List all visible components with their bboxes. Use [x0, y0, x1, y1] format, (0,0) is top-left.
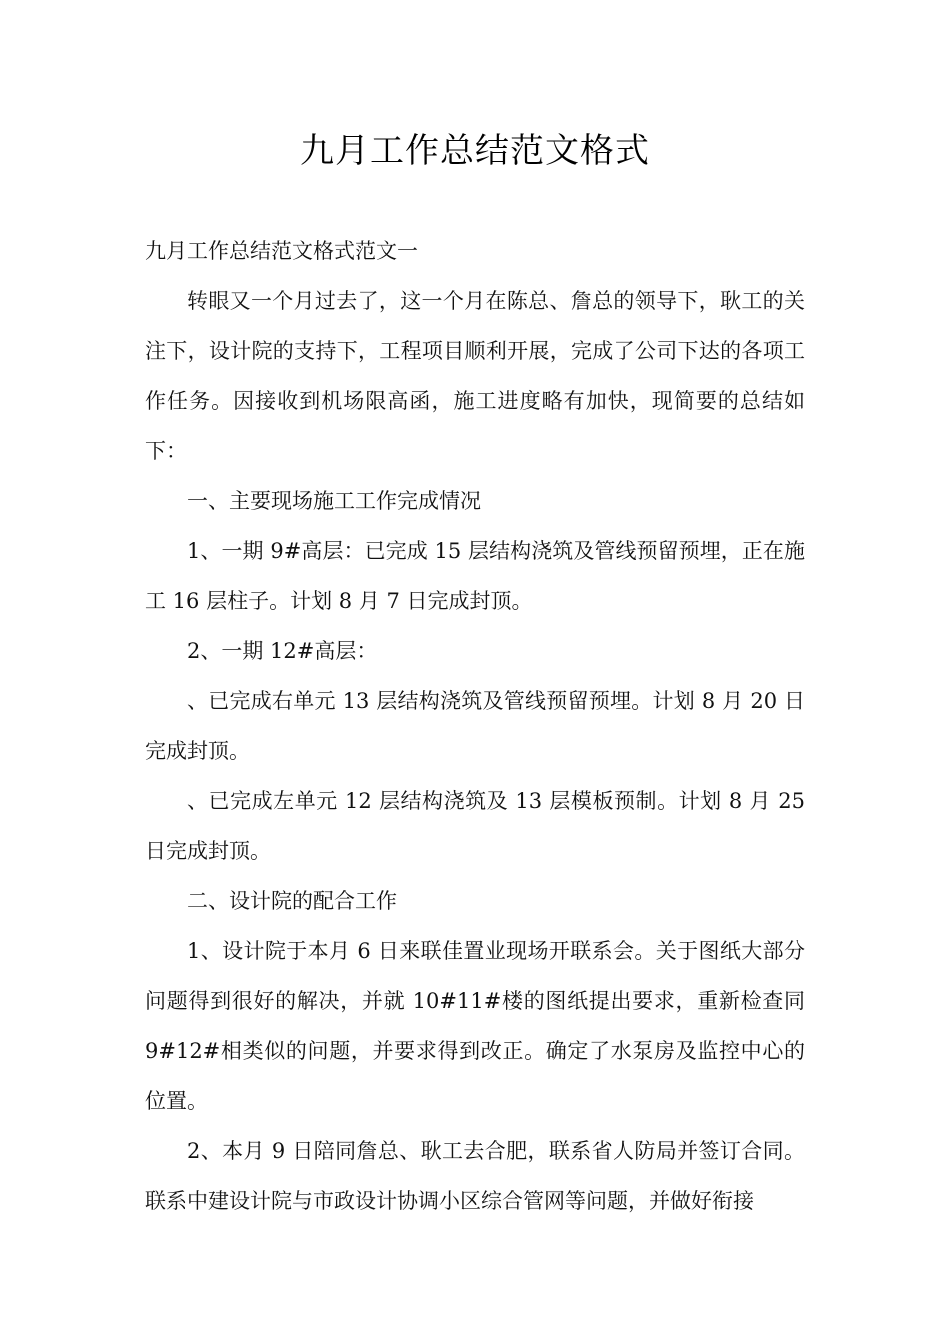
paragraph-item-12-left: 、已完成左单元 12 层结构浇筑及 13 层模板预制。计划 8 月 25 日完成封顶。: [145, 789, 805, 863]
section-heading-construction: 一、主要现场施工工作完成情况: [187, 489, 481, 513]
paragraph-intro: 转眼又一个月过去了，这一个月在陈总、詹总的领导下，耿工的关注下，设计院的支持下，工程项目顺利开展，完成了公司下达的各项工作任务。因接收到机场限高函，施工进度略有加快，现简要的总结如下：: [145, 289, 805, 463]
paragraph-item-9: 1、一期 9#高层：已完成 15 层结构浇筑及管线预留预埋，正在施工 16 层柱子。计划 8 月 7 日完成封顶。: [145, 539, 805, 613]
section-heading-design: 二、设计院的配合工作: [187, 889, 397, 913]
paragraph-item-12-right: 、已完成右单元 13 层结构浇筑及管线预留预埋。计划 8 月 20 日完成封顶。: [145, 689, 805, 763]
paragraph-design-1: 1、设计院于本月 6 日来联佳置业现场开联系会。关于图纸大部分问题得到很好的解决，并就 10#11#楼的图纸提出要求，重新检查同 9#12#相类似的问题，并要求得到改正。确定了水泵房及监控中心的位置。: [145, 939, 805, 1113]
document-body: [145, 226, 805, 1226]
document-title: 九月工作总结范文格式: [300, 131, 650, 171]
paragraph-subtitle: 九月工作总结范文格式范文一: [145, 239, 418, 263]
paragraph-item-12-heading: 2、一期 12#高层：: [187, 639, 378, 663]
paragraph-design-2: 2、本月 9 日陪同詹总、耿工去合肥，联系省人防局并签订合同。联系中建设计院与市政设计协调小区综合管网等问题，并做好衔接: [145, 1139, 805, 1213]
